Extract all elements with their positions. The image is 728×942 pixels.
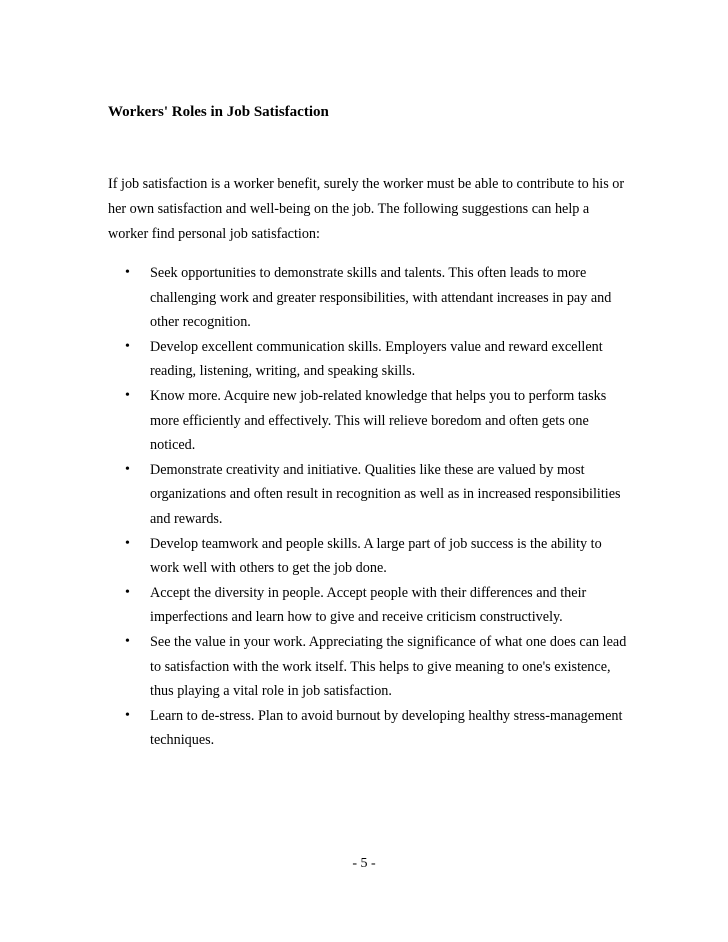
bullet-icon: • <box>125 338 130 354</box>
list-item-text: Accept the diversity in people. Accept people with their differences and their imperfections and learn how to give and receive criticism constructively. <box>150 584 587 626</box>
list-item <box>108 704 628 753</box>
bullet-icon: • <box>125 387 130 403</box>
list-item <box>108 335 628 384</box>
bullet-icon: • <box>125 461 130 477</box>
list-item <box>108 384 628 458</box>
list-item-text: Develop teamwork and people skills. A large part of job success is the ability to work well with others to get the job done. <box>150 535 602 577</box>
list-item <box>108 261 628 335</box>
list-item <box>108 532 628 581</box>
suggestions-list <box>108 261 628 753</box>
list-item-text: Demonstrate creativity and initiative. Qualities like these are valued by most organizations and often result in recognition as well as in increased responsibilities and rewards. <box>150 461 621 527</box>
list-item <box>108 581 628 630</box>
bullet-icon: • <box>125 633 130 649</box>
page-number: - 5 - <box>352 856 376 871</box>
list-item-text: Develop excellent communication skills. Employers value and reward excellent reading, listening, writing, and speaking skills. <box>150 338 603 380</box>
list-item <box>108 458 628 532</box>
list-item <box>108 630 628 704</box>
bullet-icon: • <box>125 265 130 280</box>
bullet-icon: • <box>125 584 130 600</box>
section-heading: Workers' Roles in Job Satisfaction <box>108 104 329 120</box>
list-item-text: See the value in your work. Appreciating the significance of what one does can lead to satisfaction with the work itself. This helps to give meaning to one's existence, thus playing a vital role in job satisfaction. <box>150 633 627 700</box>
list-item-text: Seek opportunities to demonstrate skills and talents. This often leads to more challenging work and greater responsibilities, with attendant increases in pay and other recognition. <box>150 265 612 331</box>
bullet-icon: • <box>125 707 130 723</box>
list-item-text: Know more. Acquire new job-related knowledge that helps you to perform tasks more efficiently and effectively. This will relieve boredom and often gets one noticed. <box>150 387 607 454</box>
bullet-icon: • <box>125 535 130 551</box>
intro-paragraph: If job satisfaction is a worker benefit, surely the worker must be able to contribute to his or her own satisfaction and well-being on the job. The following suggestions can help a worker find personal job satisfaction: <box>108 176 625 242</box>
list-item-text: Learn to de-stress. Plan to avoid burnout by developing healthy stress-management techniques. <box>150 707 623 749</box>
